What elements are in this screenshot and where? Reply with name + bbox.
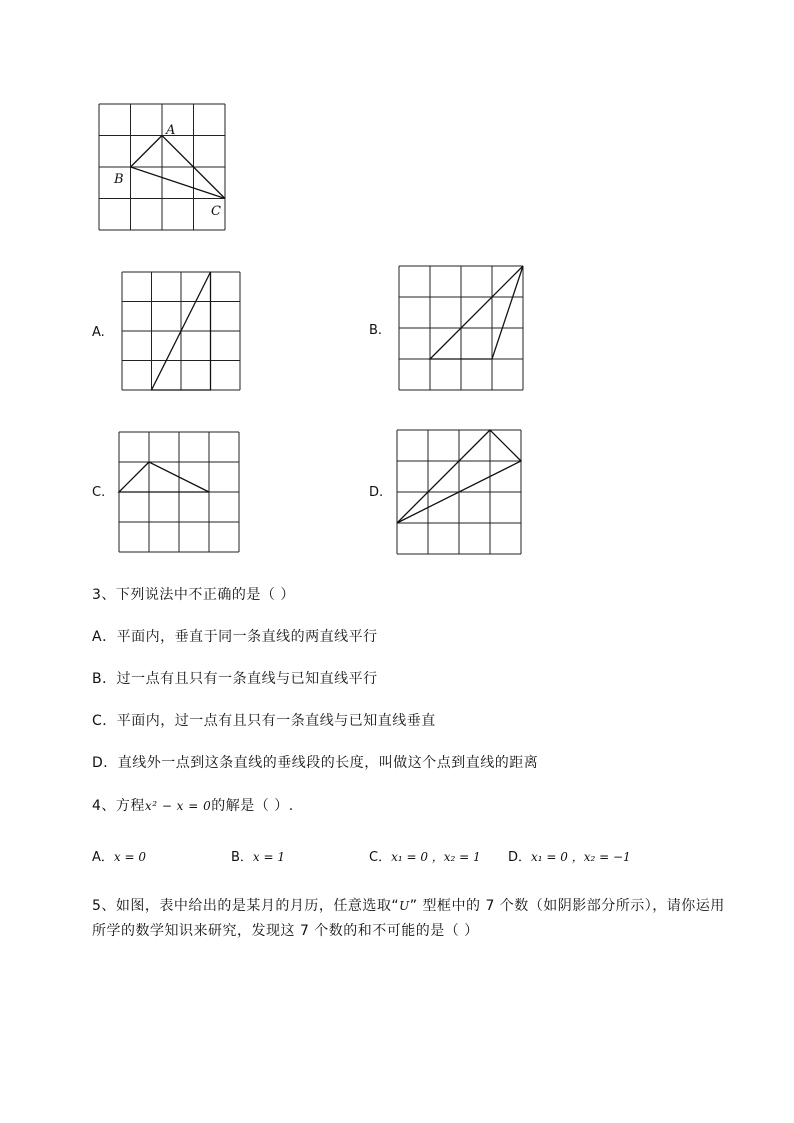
q3-option-d: D．直线外一点到这条直线的垂线段的长度，叫做这个点到直线的距离 [92, 755, 539, 771]
option-a-label: A. [92, 325, 105, 340]
option-c-figure [119, 432, 241, 554]
q5-text-2: ” 型框中的 7 个数（如阴影部分所示），请你运用 [409, 898, 725, 914]
option-d-label: D. [369, 485, 384, 500]
q4-suffix: 的解是（ ）. [211, 798, 294, 814]
q5-u-letter: U [399, 899, 410, 913]
q4-option-c [369, 846, 481, 865]
q4-stem [92, 795, 294, 815]
option-b-triangle [430, 266, 523, 359]
q4-equation: x² − x = 0 [144, 799, 212, 813]
q4-option-d-label: D． [508, 850, 532, 865]
q4-option-b-label: B． [231, 850, 253, 865]
q4-prefix: 4、方程 [92, 798, 145, 814]
q4-option-d [508, 846, 631, 865]
q4-option-c-math: x₁ = 0 ，x₂ = 1 [391, 850, 481, 864]
option-b-figure [399, 266, 525, 392]
q3-option-a: A．平面内，垂直于同一条直线的两直线平行 [92, 629, 378, 645]
main-triangle-figure [99, 104, 229, 234]
q4-option-a-label: A． [92, 850, 114, 865]
q4-option-b-math: x = 1 [252, 850, 286, 864]
option-b-label: B. [369, 323, 383, 338]
option-c-triangle [119, 462, 209, 492]
q4-option-b [231, 846, 285, 865]
point-label-b: B [114, 172, 124, 187]
q3-stem: 3、下列说法中不正确的是（ ） [92, 587, 295, 603]
option-a-figure [122, 272, 242, 392]
q5-line-2: 所学的数学知识来研究，发现这 7 个数的和不可能的是（ ） [92, 923, 479, 939]
option-c-label: C. [92, 485, 106, 500]
q5-line-1 [92, 895, 725, 915]
q3-option-b: B．过一点有且只有一条直线与已知直线平行 [92, 671, 378, 687]
q4-option-a-math: x = 0 [113, 850, 146, 864]
option-d-figure [397, 430, 523, 556]
q3-option-c: C．平面内，过一点有且只有一条直线与已知直线垂直 [92, 713, 436, 729]
q4-option-c-label: C． [369, 850, 392, 865]
point-label-a: A [166, 123, 176, 138]
q5-text-1: 5、如图，表中给出的是某月的月历，任意选取“ [92, 898, 400, 914]
q4-option-a [92, 846, 146, 865]
q4-option-d-math: x₁ = 0 ，x₂ = −1 [531, 850, 631, 864]
main-grid [99, 104, 225, 230]
point-label-c: C [211, 204, 221, 219]
